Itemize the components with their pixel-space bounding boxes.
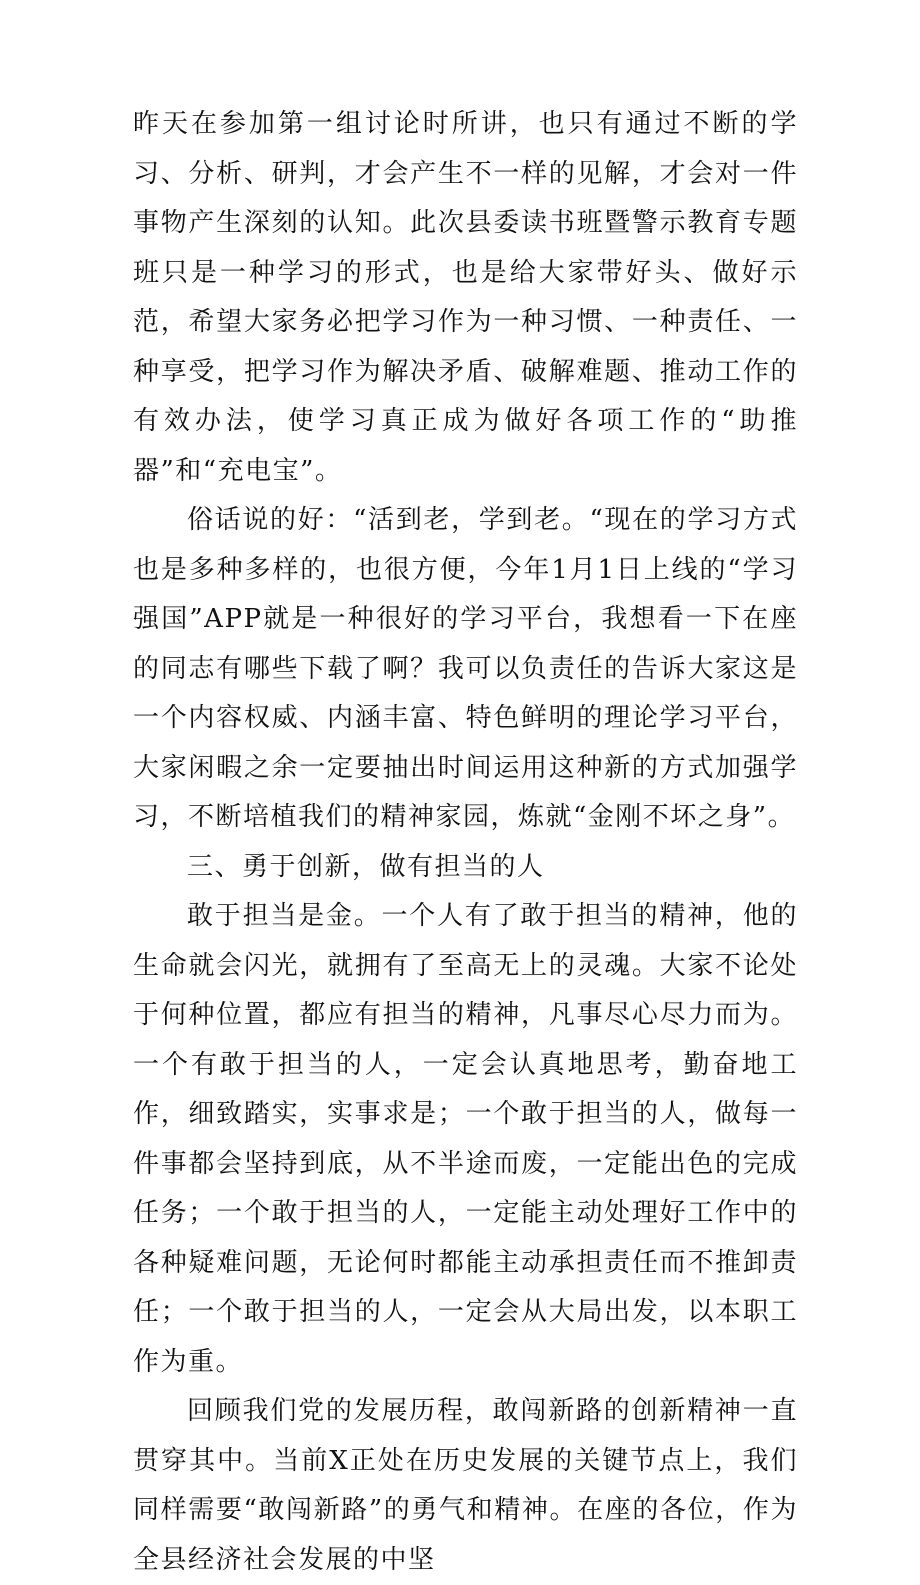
paragraph-responsibility: 敢于担当是金。一个人有了敢于担当的精神，他的生命就会闪光，就拥有了至高无上的灵魂。大家不论处于何种位置，都应有担当的精神，凡事尽心尽力而为。一个有敢于担当的人，一定会认真地思考，勤奋地工作，细致踏实，实事求是；一个敢于担当的人，做每一件事都会坚持到底，从不半途而废，一定能出色的完成任务；一个敢于担当的人，一定能主动处理好工作中的各种疑难问题，无论何时都能主动承担责任而不推卸责任；一个敢于担当的人，一定会从大局出发，以本职工作为重。 xyxy=(133,901,798,1377)
paragraph-xuexi-qiangguo: 俗话说的好：“活到老，学到老。“现在的学习方式也是多种多样的，也很方便，今年1月1日上线的“学习强国”APP就是一种很好的学习平台，我想看一下在座的同志有哪些下载了啊？我可以负责任的告诉大家这是一个内容权威、内涵丰富、特色鲜明的理论学习平台，大家闲暇之余一定要抽出时间运用这种新的方式加强学习，不断培植我们的精神家园，炼就“金刚不坏之身”。 xyxy=(133,505,798,832)
paragraph-party-history: 回顾我们党的发展历程，敢闯新路的创新精神一直贯穿其中。当前X正处在历史发展的关键节点上，我们同样需要“敢闯新路”的勇气和精神。在座的各位，作为全县经济社会发展的中坚 xyxy=(133,1396,798,1575)
document-body xyxy=(133,100,798,1585)
paragraph-learning-habit: 昨天在参加第一组讨论时所讲，也只有通过不断的学习、分析、研判，才会产生不一样的见解，才会对一件事物产生深刻的认知。此次县委读书班暨警示教育专题班只是一种学习的形式，也是给大家带好头、做好示范，希望大家务必把学习作为一种习惯、一种责任、一种享受，把学习作为解决矛盾、破解难题、推动工作的有效办法，使学习真正成为做好各项工作的“助推器”和“充电宝”。 xyxy=(133,109,798,486)
section-heading-innovation: 三、勇于创新，做有担当的人 xyxy=(187,851,545,882)
